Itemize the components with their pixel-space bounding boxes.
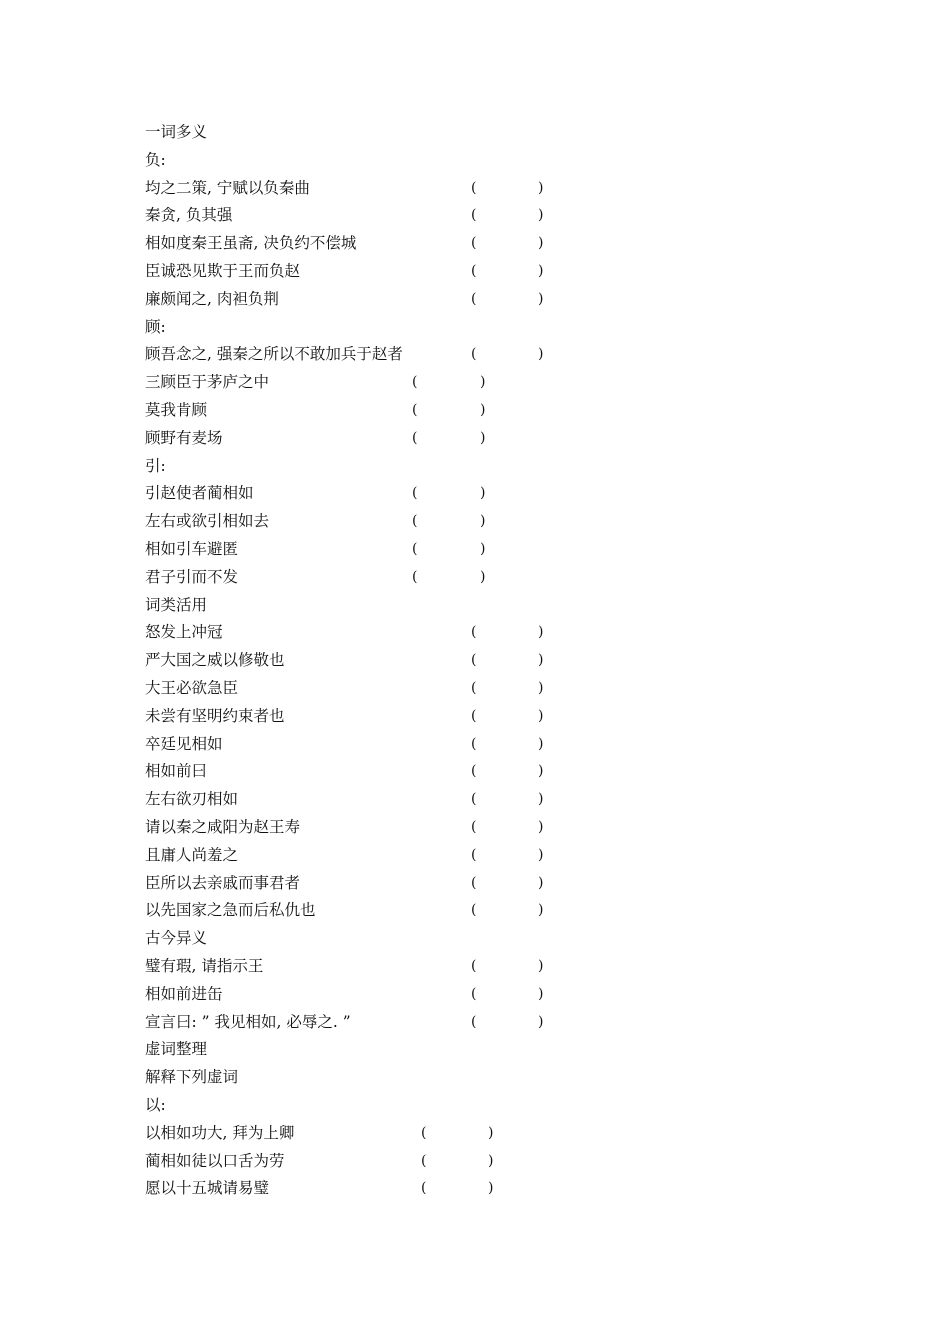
answer-blank-close-paren: ) bbox=[538, 791, 544, 808]
answer-blank-close-paren: ) bbox=[538, 985, 544, 1002]
answer-blank-close-paren: ) bbox=[488, 1124, 494, 1141]
section-heading bbox=[145, 926, 207, 950]
answer-blank-close-paren: ) bbox=[538, 624, 544, 641]
answer-blank-open-paren: ( bbox=[471, 763, 477, 780]
exercise-sentence: 莫我肯顾 bbox=[145, 401, 208, 419]
answer-blank-close-paren: ) bbox=[538, 902, 544, 919]
answer-blank-close-paren: ) bbox=[538, 958, 544, 974]
exercise-line bbox=[145, 620, 544, 644]
answer-blank-close-paren: ) bbox=[480, 374, 486, 391]
exercise-sentence: 顾野有麦场 bbox=[145, 428, 223, 447]
answer-blank-open-paren: ( bbox=[471, 874, 477, 891]
exercise-sentence: 左右或欲引相如去 bbox=[145, 512, 270, 531]
exercise-line bbox=[145, 871, 544, 895]
answer-blank-open-paren: ( bbox=[471, 902, 477, 919]
exercise-line bbox=[145, 843, 544, 867]
answer-blank-open-paren: ( bbox=[412, 513, 418, 530]
answer-blank-close-paren: ) bbox=[480, 568, 486, 585]
exercise-sentence: 顾吾念之, 强秦之所以不敢加兵于赵者 bbox=[145, 345, 403, 364]
exercise-line bbox=[145, 565, 486, 589]
answer-blank-close-paren: ) bbox=[538, 207, 544, 224]
exercise-sentence: 且庸人尚羞之 bbox=[145, 845, 239, 864]
answer-blank-open-paren: ( bbox=[412, 568, 418, 585]
answer-blank-close-paren: ) bbox=[538, 290, 544, 307]
answer-blank-close-paren: ) bbox=[538, 1013, 544, 1030]
answer-blank-open-paren: ( bbox=[471, 819, 477, 835]
exercise-sentence: 相如前曰 bbox=[145, 762, 208, 781]
exercise-line bbox=[145, 1010, 544, 1034]
exercise-sentence: 均之二策, 宁赋以负秦曲 bbox=[145, 178, 310, 197]
answer-blank-open-paren: ( bbox=[471, 735, 477, 752]
exercise-line bbox=[145, 509, 486, 533]
exercise-sentence: 请以秦之咸阳为赵王寿 bbox=[145, 818, 301, 836]
exercise-line bbox=[145, 481, 486, 505]
exercise-line bbox=[145, 954, 544, 978]
exercise-sentence: 宣言曰: ” 我见相如, 必辱之. ” bbox=[145, 1012, 351, 1031]
section-heading bbox=[145, 454, 166, 478]
answer-blank-open-paren: ( bbox=[412, 429, 418, 446]
answer-blank-close-paren: ) bbox=[538, 680, 544, 696]
answer-blank-open-paren: ( bbox=[471, 235, 477, 252]
exercise-line bbox=[145, 1121, 494, 1145]
heading-text: 解释下列虚词 bbox=[145, 1068, 239, 1087]
exercise-sentence: 君子引而不发 bbox=[145, 567, 239, 586]
answer-blank-open-paren: ( bbox=[471, 707, 477, 724]
heading-text: 一词多义 bbox=[145, 123, 208, 141]
answer-blank-open-paren: ( bbox=[412, 485, 418, 502]
exercise-sentence: 臣诚恐见欺于王而负赵 bbox=[145, 262, 301, 280]
exercise-sentence: 以先国家之急而后私仇也 bbox=[145, 901, 316, 920]
section-heading bbox=[145, 1037, 207, 1061]
answer-blank-open-paren: ( bbox=[412, 541, 418, 557]
answer-blank-close-paren: ) bbox=[480, 541, 486, 557]
exercise-line bbox=[145, 342, 544, 366]
answer-blank-open-paren: ( bbox=[471, 290, 477, 307]
exercise-sentence: 三顾臣于茅庐之中 bbox=[145, 373, 270, 392]
exercise-sentence: 相如前进缶 bbox=[145, 984, 223, 1003]
heading-text: 以: bbox=[145, 1096, 166, 1114]
exercise-line bbox=[145, 732, 544, 756]
answer-blank-open-paren: ( bbox=[471, 624, 477, 641]
exercise-line bbox=[145, 398, 486, 422]
exercise-line bbox=[145, 426, 486, 450]
answer-blank-close-paren: ) bbox=[538, 263, 544, 279]
answer-blank-open-paren: ( bbox=[412, 374, 418, 391]
exercise-line bbox=[145, 259, 544, 283]
exercise-sentence: 左右欲刃相如 bbox=[145, 790, 239, 809]
exercise-sentence: 卒廷见相如 bbox=[145, 734, 223, 753]
section-heading bbox=[145, 593, 207, 617]
answer-blank-open-paren: ( bbox=[421, 1124, 427, 1141]
exercise-line bbox=[145, 537, 486, 561]
answer-blank-open-paren: ( bbox=[471, 958, 477, 974]
exercise-sentence: 蔺相如徒以口舌为劳 bbox=[145, 1151, 285, 1170]
answer-blank-open-paren: ( bbox=[471, 652, 477, 669]
answer-blank-close-paren: ) bbox=[538, 846, 544, 863]
exercise-line bbox=[145, 787, 544, 811]
answer-blank-close-paren: ) bbox=[538, 652, 544, 669]
section-heading bbox=[145, 1065, 238, 1089]
answer-blank-close-paren: ) bbox=[538, 235, 544, 252]
exercise-sentence: 相如度秦王虽斋, 决负约不偿城 bbox=[145, 234, 357, 253]
answer-blank-close-paren: ) bbox=[480, 485, 486, 502]
exercise-line bbox=[145, 704, 544, 728]
exercise-line bbox=[145, 676, 544, 700]
answer-blank-open-paren: ( bbox=[471, 985, 477, 1002]
answer-blank-close-paren: ) bbox=[538, 179, 544, 196]
answer-blank-close-paren: ) bbox=[488, 1152, 494, 1169]
exercise-line bbox=[145, 287, 544, 311]
section-heading bbox=[145, 120, 207, 144]
answer-blank-open-paren: ( bbox=[471, 1013, 477, 1030]
heading-text: 古今异义 bbox=[145, 929, 208, 948]
answer-blank-close-paren: ) bbox=[480, 513, 486, 530]
exercise-sentence: 廉颇闻之, 肉袒负荆 bbox=[145, 289, 279, 308]
exercise-sentence: 秦贪, 负其强 bbox=[145, 206, 233, 225]
heading-text: 顾: bbox=[145, 317, 166, 336]
answer-blank-close-paren: ) bbox=[538, 707, 544, 724]
exercise-sentence: 愿以十五城请易璧 bbox=[145, 1179, 270, 1198]
exercise-line bbox=[145, 203, 544, 227]
answer-blank-open-paren: ( bbox=[471, 346, 477, 363]
section-heading bbox=[145, 315, 166, 339]
answer-blank-close-paren: ) bbox=[480, 402, 486, 418]
answer-blank-close-paren: ) bbox=[538, 763, 544, 780]
exercise-sentence: 严大国之威以修敬也 bbox=[145, 651, 285, 670]
heading-text: 词类活用 bbox=[145, 595, 208, 614]
answer-blank-close-paren: ) bbox=[488, 1180, 494, 1197]
exercise-line bbox=[145, 759, 544, 783]
answer-blank-open-paren: ( bbox=[471, 263, 477, 279]
exercise-line bbox=[145, 231, 544, 255]
heading-text: 引: bbox=[145, 456, 166, 475]
exercise-line bbox=[145, 898, 544, 922]
exercise-line bbox=[145, 982, 544, 1006]
section-heading bbox=[145, 1093, 166, 1117]
answer-blank-close-paren: ) bbox=[538, 819, 544, 835]
exercise-sentence: 未尝有坚明约束者也 bbox=[145, 706, 285, 725]
heading-text: 虚词整理 bbox=[145, 1040, 208, 1059]
exercise-sentence: 引赵使者蔺相如 bbox=[145, 484, 254, 503]
exercise-sentence: 怒发上冲冠 bbox=[145, 623, 223, 642]
answer-blank-open-paren: ( bbox=[471, 680, 477, 696]
answer-blank-close-paren: ) bbox=[538, 874, 544, 891]
exercise-line bbox=[145, 815, 544, 839]
exercise-line bbox=[145, 648, 544, 672]
answer-blank-close-paren: ) bbox=[538, 346, 544, 363]
exercise-line bbox=[145, 176, 544, 200]
answer-blank-open-paren: ( bbox=[421, 1180, 427, 1197]
heading-text: 负: bbox=[145, 150, 166, 169]
exercise-sentence: 相如引车避匿 bbox=[145, 540, 239, 558]
section-heading bbox=[145, 148, 166, 172]
answer-blank-close-paren: ) bbox=[538, 735, 544, 752]
exercise-sentence: 大王必欲急臣 bbox=[145, 679, 239, 697]
answer-blank-open-paren: ( bbox=[471, 179, 477, 196]
exercise-line bbox=[145, 1149, 494, 1173]
answer-blank-open-paren: ( bbox=[471, 207, 477, 224]
exercise-line bbox=[145, 1176, 494, 1200]
exercise-sentence: 以相如功大, 拜为上卿 bbox=[145, 1123, 295, 1142]
exercise-line bbox=[145, 370, 486, 394]
answer-blank-open-paren: ( bbox=[471, 846, 477, 863]
exercise-sentence: 臣所以去亲戚而事君者 bbox=[145, 873, 301, 892]
answer-blank-open-paren: ( bbox=[471, 791, 477, 808]
exercise-sentence: 璧有瑕, 请指示王 bbox=[145, 957, 264, 975]
answer-blank-close-paren: ) bbox=[480, 429, 486, 446]
answer-blank-open-paren: ( bbox=[421, 1152, 427, 1169]
answer-blank-open-paren: ( bbox=[412, 402, 418, 418]
